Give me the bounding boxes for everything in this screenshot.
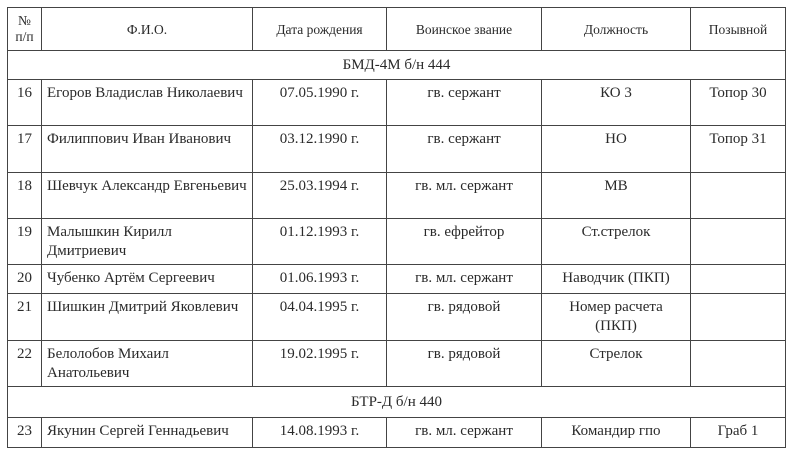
cell-position: Стрелок: [542, 341, 691, 387]
cell-name: Белолобов Михаил Анатольевич: [42, 341, 253, 387]
cell-num: 16: [8, 80, 42, 126]
cell-rank: гв. мл. сержант: [387, 418, 542, 448]
header-callsign: Позывной: [691, 8, 786, 51]
table-row: [8, 294, 786, 341]
cell-position: МВ: [542, 173, 691, 219]
section-title: БТР-Д б/н 440: [8, 387, 786, 418]
table-row: [8, 219, 786, 265]
cell-rank: гв. сержант: [387, 80, 542, 126]
cell-num: 20: [8, 265, 42, 294]
cell-num: 17: [8, 126, 42, 173]
cell-rank: гв. мл. сержант: [387, 173, 542, 219]
cell-callsign: Топор 31: [691, 126, 786, 173]
cell-callsign: [691, 294, 786, 341]
cell-callsign: Топор 30: [691, 80, 786, 126]
header-name: Ф.И.О.: [42, 8, 253, 51]
cell-num: 19: [8, 219, 42, 265]
cell-birth: 14.08.1993 г.: [253, 418, 387, 448]
header-row: [8, 8, 786, 51]
cell-birth: 01.06.1993 г.: [253, 265, 387, 294]
cell-num: 23: [8, 418, 42, 448]
cell-name: Шевчук Александр Евгеньевич: [42, 173, 253, 219]
header-num: № п/п: [8, 8, 42, 51]
table-row: [8, 173, 786, 219]
cell-position: НО: [542, 126, 691, 173]
section-row: [8, 387, 786, 418]
cell-birth: 03.12.1990 г.: [253, 126, 387, 173]
cell-rank: гв. сержант: [387, 126, 542, 173]
cell-position: КО 3: [542, 80, 691, 126]
cell-name: Якунин Сергей Геннадьевич: [42, 418, 253, 448]
cell-callsign: [691, 173, 786, 219]
table-row: [8, 341, 786, 387]
cell-position: Командир гпо: [542, 418, 691, 448]
cell-rank: гв. рядовой: [387, 294, 542, 341]
cell-rank: гв. рядовой: [387, 341, 542, 387]
table-row: [8, 80, 786, 126]
section-title: БМД-4М б/н 444: [8, 51, 786, 80]
cell-callsign: [691, 265, 786, 294]
table-row: [8, 418, 786, 448]
table-row: [8, 126, 786, 173]
cell-name: Филиппович Иван Иванович: [42, 126, 253, 173]
cell-position: Ст.стрелок: [542, 219, 691, 265]
header-position: Должность: [542, 8, 691, 51]
cell-position: Наводчик (ПКП): [542, 265, 691, 294]
section-row: [8, 51, 786, 80]
cell-num: 22: [8, 341, 42, 387]
cell-name: Шишкин Дмитрий Яковлевич: [42, 294, 253, 341]
header-birth: Дата рождения: [253, 8, 387, 51]
cell-name: Чубенко Артём Сергеевич: [42, 265, 253, 294]
cell-callsign: [691, 341, 786, 387]
cell-num: 18: [8, 173, 42, 219]
cell-num: 21: [8, 294, 42, 341]
cell-position: Номер расчета (ПКП): [542, 294, 691, 341]
header-rank: Воинское звание: [387, 8, 542, 51]
cell-birth: 01.12.1993 г.: [253, 219, 387, 265]
cell-name: Малышкин Кирилл Дмитриевич: [42, 219, 253, 265]
cell-callsign: Граб 1: [691, 418, 786, 448]
cell-rank: гв. ефрейтор: [387, 219, 542, 265]
cell-birth: 25.03.1994 г.: [253, 173, 387, 219]
cell-name: Егоров Владислав Николаевич: [42, 80, 253, 126]
cell-birth: 07.05.1990 г.: [253, 80, 387, 126]
table-row: [8, 265, 786, 294]
cell-birth: 04.04.1995 г.: [253, 294, 387, 341]
personnel-table: [7, 7, 786, 448]
cell-rank: гв. мл. сержант: [387, 265, 542, 294]
cell-callsign: [691, 219, 786, 265]
cell-birth: 19.02.1995 г.: [253, 341, 387, 387]
